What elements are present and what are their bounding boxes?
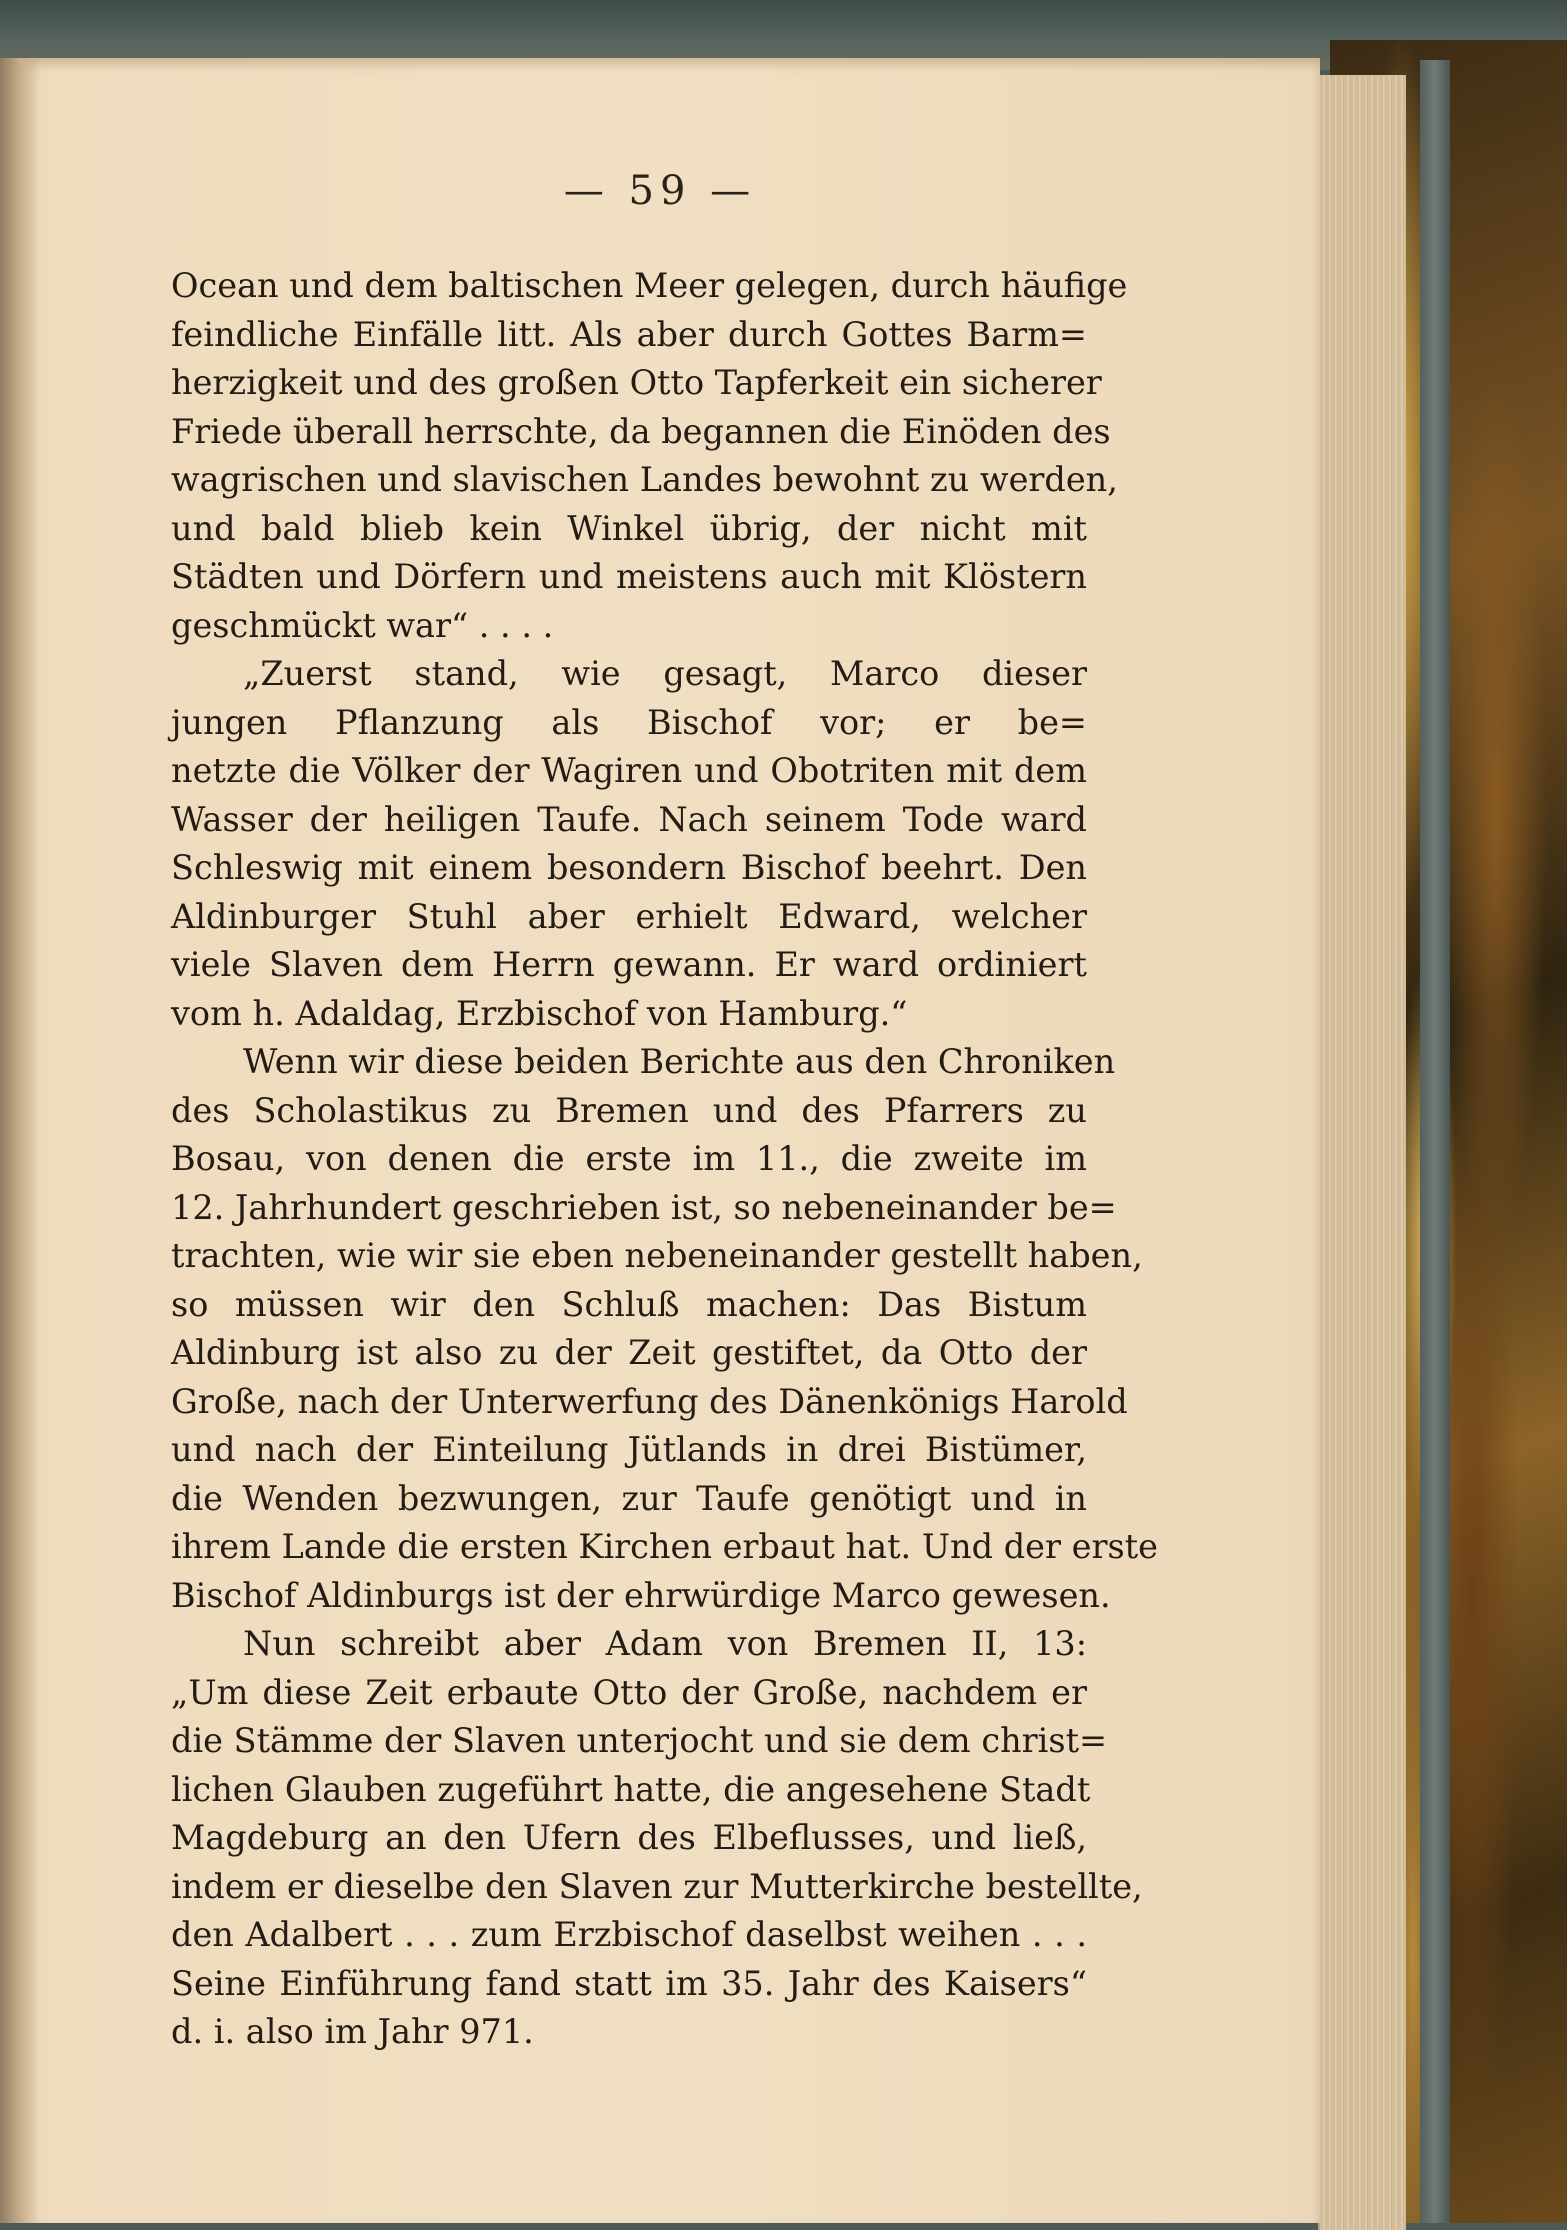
text-line: Schleswig mit einem besondern Bischof beehrt. Den	[171, 848, 1087, 887]
text-line: Große, nach der Unterwerfung des Dänenkönigs Harold	[171, 1381, 1128, 1421]
text-line: Städten und Dörfern und meistens auch mit Klöstern	[171, 557, 1087, 596]
text-line: Magdeburg an den Ufern des Elbeflusses, und ließ,	[171, 1818, 1087, 1857]
text-line: so müssen wir den Schluß machen: Das Bistum	[171, 1284, 1087, 1324]
text-line: geschmückt war“ . . . .	[171, 605, 554, 645]
text-line: Seine Einführung fand statt im 35. Jahr des Kaisers“	[171, 1963, 1087, 2003]
text-line: des Scholastikus zu Bremen und des Pfarrers zu	[171, 1090, 1087, 1130]
text-line: trachten, wie wir sie eben nebeneinander gestellt haben,	[171, 1236, 1143, 1275]
text-line: Aldinburger Stuhl aber erhielt Edward, welcher	[171, 896, 1087, 936]
body-text	[171, 262, 1158, 2057]
text-line: viele Slaven dem Herrn gewann. Er ward ordiniert	[171, 945, 1087, 984]
text-line: die Wenden bezwungen, zur Taufe genötigt und in	[171, 1478, 1087, 1518]
text-line: 12. Jahrhundert geschrieben ist, so nebeneinander be=	[171, 1187, 1117, 1227]
text-line: vom h. Adaldag, Erzbischof von Hamburg.“	[171, 993, 908, 1033]
text-line: Nun schreibt aber Adam von Bremen II, 13:	[243, 1624, 1087, 1663]
text-line: und bald blieb kein Winkel übrig, der nicht mit	[171, 508, 1087, 548]
text-line: lichen Glauben zugeführt hatte, die angesehene Stadt	[171, 1769, 1091, 1809]
page-gutter	[0, 58, 40, 2223]
text-line: feindliche Einfälle litt. Als aber durch Gottes Barm=	[171, 314, 1087, 354]
text-line: Aldinburg ist also zu der Zeit gestiftet, da Otto der	[171, 1333, 1087, 1372]
text-line: indem er dieselbe den Slaven zur Mutterkirche bestellte,	[171, 1866, 1143, 1906]
page-edges	[1318, 75, 1406, 2230]
book-spine-edge	[1420, 60, 1450, 2223]
text-line: d. i. also im Jahr 971.	[171, 2012, 534, 2051]
text-line: Bosau, von denen die erste im 11., die zweite im	[171, 1139, 1087, 1178]
text-line: die Stämme der Slaven unterjocht und sie dem christ=	[171, 1721, 1108, 1760]
text-line: Wenn wir diese beiden Berichte aus den Chroniken	[243, 1042, 1116, 1081]
text-line: und nach der Einteilung Jütlands in drei Bistümer,	[171, 1430, 1087, 1469]
page-number: — 59 —	[563, 168, 757, 214]
text-line: „Zuerst stand, wie gesagt, Marco dieser	[243, 654, 1087, 693]
text-line: den Adalbert . . . zum Erzbischof daselbst weihen . . .	[171, 1915, 1087, 1954]
text-line: ihrem Lande die ersten Kirchen erbaut hat. Und der erste	[171, 1527, 1158, 1566]
text-line: herzigkeit und des großen Otto Tapferkeit ein sicherer	[171, 363, 1102, 402]
text-line: Wasser der heiligen Taufe. Nach seinem Tode ward	[171, 799, 1087, 839]
text-line: „Um diese Zeit erbaute Otto der Große, nachdem er	[171, 1672, 1087, 1712]
text-line: jungen Pflanzung als Bischof vor; er be=	[171, 702, 1087, 742]
text-line: Bischof Aldinburgs ist der ehrwürdige Marco gewesen.	[171, 1575, 1111, 1615]
text-line: Ocean und dem baltischen Meer gelegen, durch häufige	[171, 266, 1128, 305]
text-line: netzte die Völker der Wagiren und Obotriten mit dem	[171, 751, 1087, 790]
text-line: Friede überall herrschte, da begannen die Einöden des	[171, 411, 1111, 451]
text-line: wagrischen und slavischen Landes bewohnt zu werden,	[171, 460, 1118, 499]
